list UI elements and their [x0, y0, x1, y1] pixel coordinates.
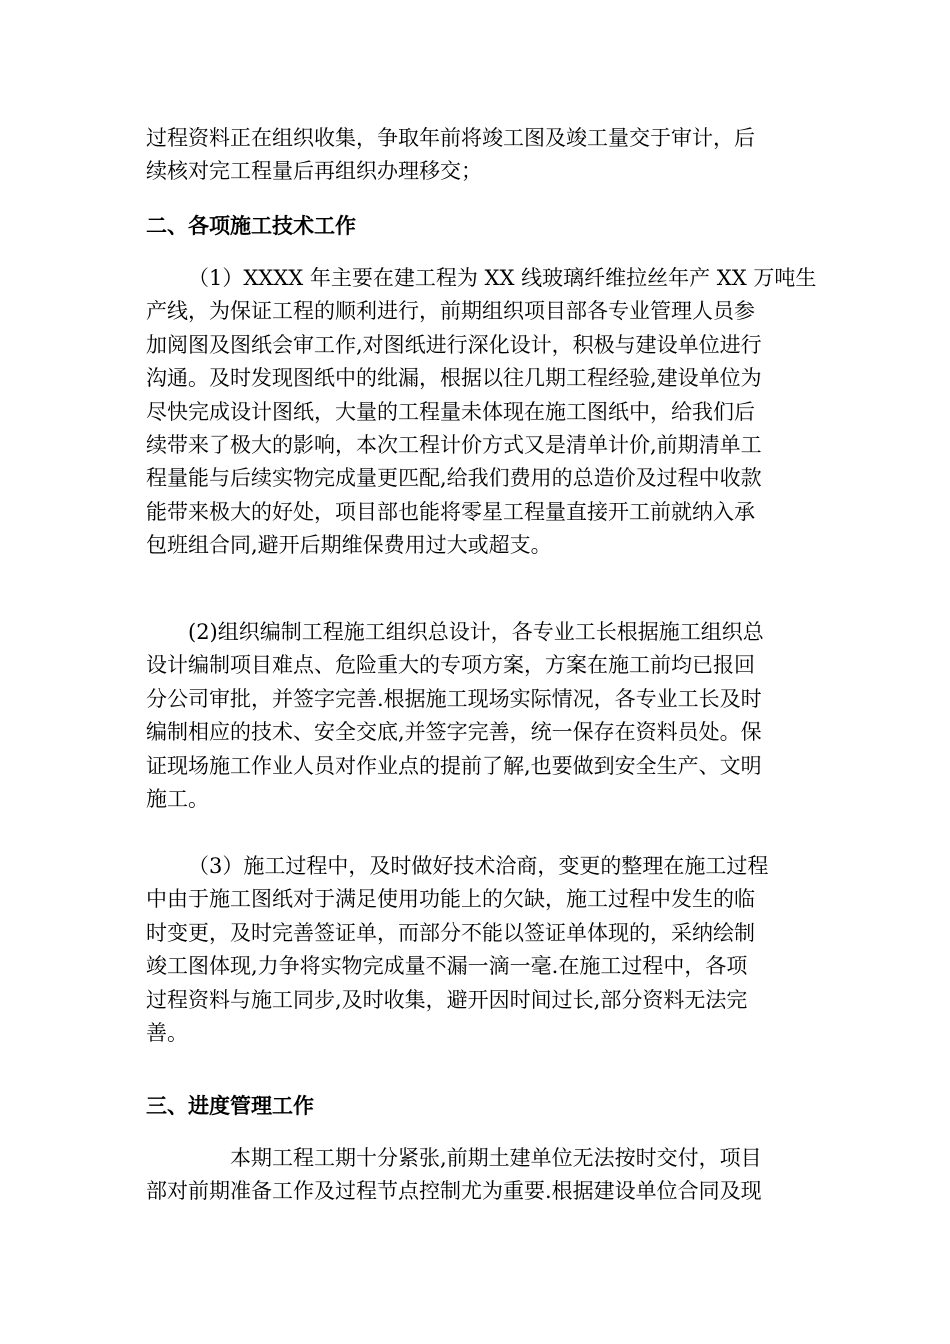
section-heading-3: 三、进度管理工作 — [146, 1094, 314, 1118]
paragraph-item-2 — [146, 616, 806, 816]
text-line: 沟通。及时发现图纸中的纰漏，根据以往几期工程经验,建设单位为 — [146, 366, 762, 391]
text-line: 分公司审批，并签字完善.根据施工现场实际情况，各专业工长及时 — [146, 686, 762, 711]
text-line: 中由于施工图纸对于满足使用功能上的欠缺，施工过程中发生的临 — [146, 887, 755, 912]
text-line: (2)组织编制工程施工组织总设计，各专业工长根据施工组织总 — [188, 620, 764, 644]
text-line: 设计编制项目难点、危险重大的专项方案，方案在施工前均已报回 — [146, 653, 755, 678]
paragraph-intro — [146, 122, 806, 189]
text-line: 部对前期准备工作及过程节点控制尤为重要.根据建设单位合同及现 — [146, 1179, 762, 1204]
section-heading-2: 二、各项施工技术工作 — [146, 214, 356, 238]
text-line: 续核对完工程量后再组织办理移交； — [146, 159, 482, 184]
text-line: 加阅图及图纸会审工作,对图纸进行深化设计，积极与建设单位进行 — [146, 332, 762, 357]
text-line: 尽快完成设计图纸，大量的工程量未体现在施工图纸中，给我们后 — [146, 399, 755, 424]
paragraph-progress — [146, 1142, 806, 1209]
text-line: 本期工程工期十分紧张,前期土建单位无法按时交付，项目 — [230, 1146, 762, 1170]
text-line: 续带来了极大的影响，本次工程计价方式又是清单计价,前期清单工 — [146, 433, 762, 458]
text-line: 善。 — [146, 1021, 188, 1046]
text-line: （1）XXXX 年主要在建工程为 XX 线玻璃纤维拉丝年产 XX 万吨生 — [188, 266, 817, 290]
text-line: （3）施工过程中，及时做好技术洽商，变更的整理在施工过程 — [188, 854, 769, 878]
text-line: 程量能与后续实物完成量更匹配,给我们费用的总造价及过程中收款 — [146, 466, 762, 491]
text-line: 能带来极大的好处，项目部也能将零星工程量直接开工前就纳入承 — [146, 499, 755, 524]
text-line: 编制相应的技术、安全交底,并签字完善，统一保存在资料员处。保 — [146, 720, 762, 745]
text-line: 产线，为保证工程的顺利进行，前期组织项目部各专业管理人员参 — [146, 299, 755, 324]
text-line: 时变更，及时完善签证单，而部分不能以签证单体现的，采纳绘制 — [146, 920, 755, 945]
paragraph-item-3 — [146, 850, 806, 1050]
text-line: 竣工图体现,力争将实物完成量不漏一滴一毫.在施工过程中，各项 — [146, 954, 748, 979]
text-line: 证现场施工作业人员对作业点的提前了解,也要做到安全生产、文明 — [146, 753, 762, 778]
text-line: 过程资料正在组织收集，争取年前将竣工图及竣工量交于审计，后 — [146, 126, 755, 150]
text-line: 施工。 — [146, 787, 209, 812]
text-line: 过程资料与施工同步,及时收集，避开因时间过长,部分资料无法完 — [146, 987, 748, 1012]
text-line: 包班组合同,避开后期维保费用过大或超支。 — [146, 533, 552, 558]
paragraph-item-1 — [146, 262, 817, 563]
